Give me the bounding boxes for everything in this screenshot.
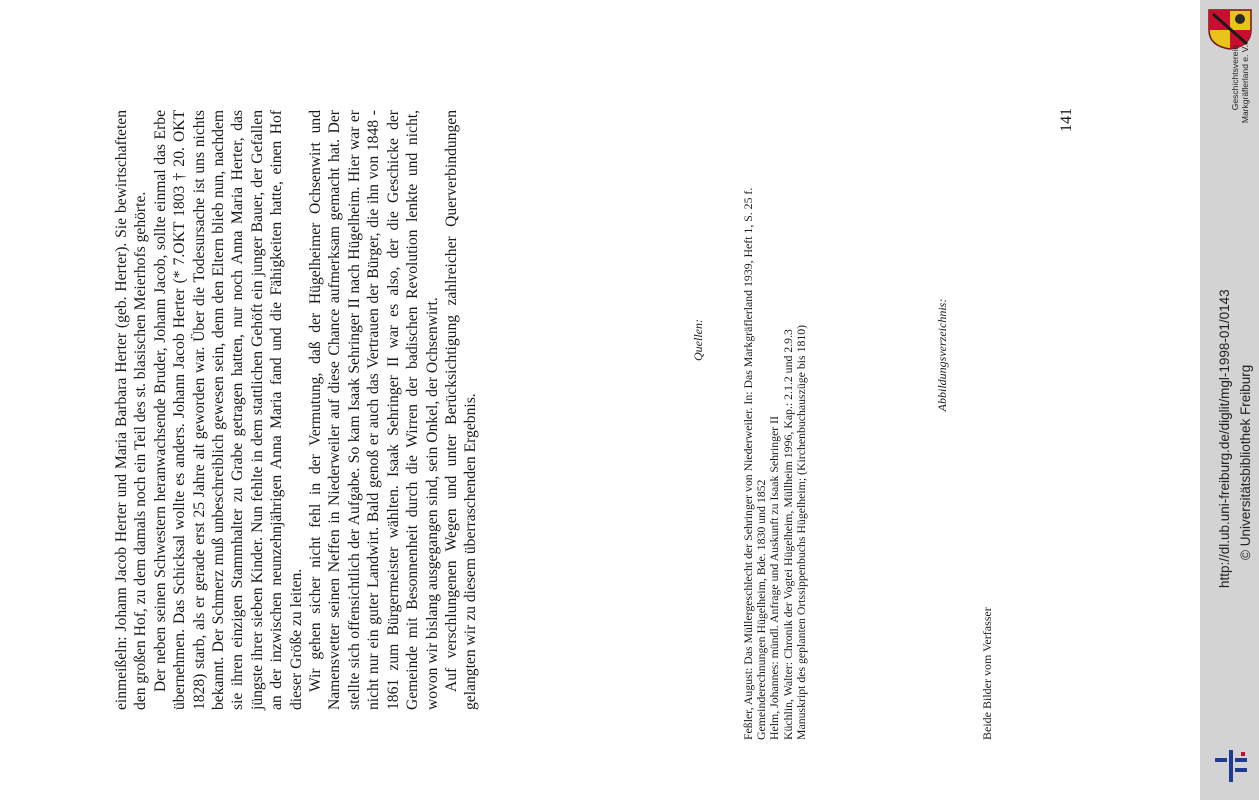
illustrations-text: Beide Bilder vom Verfasser [980, 607, 994, 740]
verein-line-1: Geschichtsverein [1230, 45, 1240, 111]
source-url[interactable]: http://dl.ub.uni-freiburg.de/diglit/mgl-1998-01/0143 [1217, 289, 1232, 588]
source-entry-2: Gemeinderechnungen Hügelheim, Bde. 1830 und 1852 [754, 479, 769, 740]
paragraph-3: Wir gehen sicher nicht fehl in der Vermutung, daß der Hügelheimer Ochsenwirt und Namensvetter seinen Neffen in Niederweiler auf diese Chance aufmerksam gemacht hat. Der stellte sich offensichtlich der Aufgabe. So kam Isaak Sehringer II nach Hügelheim. Hier war er nicht nur ein guter Landwirt. Bald genoß er auch das Vertrauen der Bürger, die ihn von 1848 - 1861 zum Bürgermeister wählten. Isaak Sehringer II war es also, der die Geschicke der Gemeinde mit Besonnenheit durch die Wirren der badischen Revolution lenkte und nicht, wovon wir bislang ausgegangen sind, sein Onkel, der Ochsenwirt. [307, 110, 441, 710]
paragraph-2: Der neben seinen Schwestern heranwachsende Bruder, Johann Jacob, sollte einmal das Erbe übernehmen. Das Schicksal wollte es anders. Johann Jacob Herter (* 7.OKT 1803 † 20. OKT 1828) starb, als er gerade erst 25 Jahre alt geworden war. Über die Todesursache ist uns nichts bekannt. Der Schmerz muß unbeschreiblich gewesen sein, denn den Eltern blieb nun, nachdem sie ihren einzigen Stammhalter zu Grabe getragen hatten, nur noch Anna Maria Herter, das jüngste ihrer sieben Kinder. Nun fehlte in dem stattlichen Gehöft ein junger Bauer, der Gefallen an der inzwischen neunzehnjährigen Anna Maria fand und die Fähigkeiten hatte, einen Hof dieser Größe zu leiten. [151, 110, 305, 710]
page-number: 141 [1058, 108, 1075, 132]
sources-section [691, 40, 808, 740]
coat-of-arms-icon [1207, 8, 1253, 50]
sources-heading: Quellen: [691, 319, 705, 361]
source-entry-3: Helm, Johannes: mündl. Anfrage und Auskunft zu Isaak Sehringer II [767, 415, 782, 740]
verein-label [1230, 45, 1250, 155]
paragraph-4: Auf verschlungenen Wegen und unter Berücksichtigung zahlreicher Querverbindungen gelangten wir zu diesem überraschenden Ergebnis. [442, 110, 480, 710]
source-entry-5: Manuskript des geplanten Ortssippenbuchs Hügelheim; (Kirchenbuchauszüge bis 1810) [793, 324, 808, 740]
library-logo-icon [1213, 748, 1251, 784]
verein-line-2: Markgräflerland e. V. [1240, 45, 1250, 124]
illustrations-heading: Abbildungsverzeichnis: [935, 298, 949, 412]
source-entry-1: Feßler, August: Das Müllergeschlecht der Sehringer von Niederweiler. In: Das Markgräflerland 1939, Heft 1, S. 25 f. [741, 187, 755, 740]
copyright-text: © Universitätsbibliothek Freiburg [1238, 364, 1253, 560]
paragraph-1: einmeißeln: Johann Jacob Herter und Maria Barbara Herter (geb. Herter). Sie bewirtschafteten den großen Hof, zu dem damals noch ein Teil des st. blasischen Meierhofs gehörte. [113, 110, 150, 710]
source-entry-4: Küchlin, Walter: Chronik der Vogtei Hügelheim, Müllheim 1996, Kap.: 2.1.2 und 2.9.3 [780, 329, 795, 740]
body-text [112, 110, 481, 710]
